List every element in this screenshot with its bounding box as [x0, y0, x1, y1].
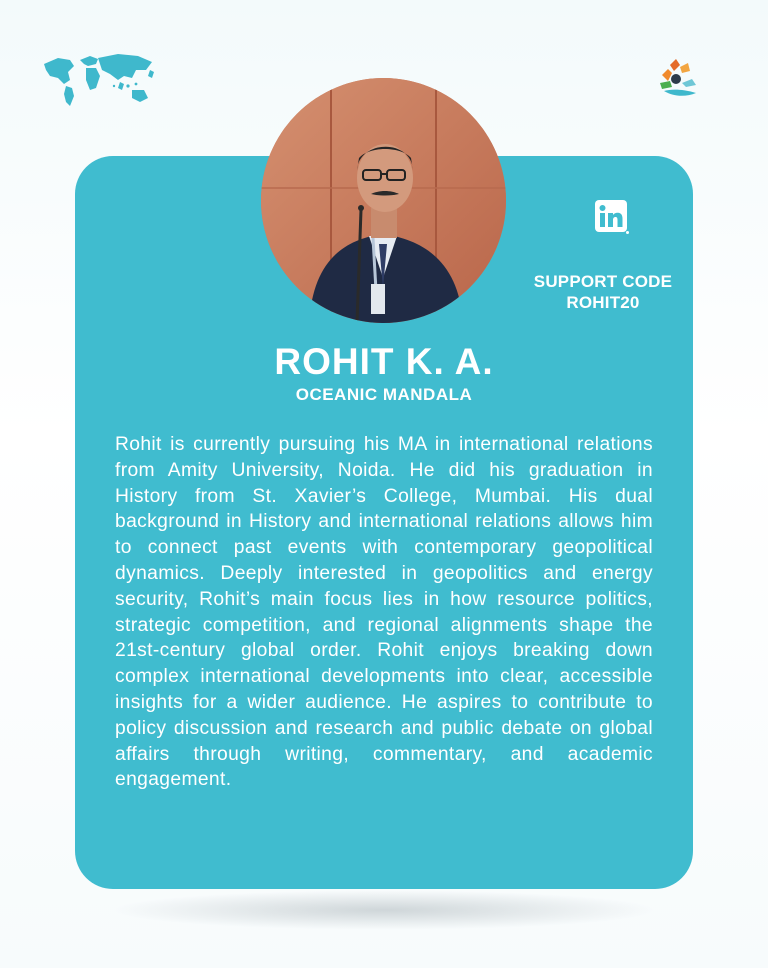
profile-photo: [261, 78, 506, 323]
brand-logo-icon: [652, 55, 702, 103]
card-shadow: [110, 890, 658, 930]
world-map-icon: [40, 50, 160, 112]
linkedin-icon[interactable]: [594, 199, 630, 235]
profile-affiliation: OCEANIC MANDALA: [295, 385, 473, 404]
profile-bio: Rohit is currently pursuing his MA in international relations from Amity University, Noida. He did his graduation in History from St. Xavier’s College, Mumbai. His dual background in History and international relations allows him to connect past events with contemporary geopolitical dynamics. Deeply interested in geopolitics and energy security, Rohit’s main focus lies in how resource politics, strategic competition, and regional alignments shape the 21st-century global order. Rohit enjoys breaking down complex international developments into clear, accessible insights for a wider audience. He aspires to contribute to policy discussion and research and public debate on global affairs through writing, commentary, and academic engagement.: [115, 434, 653, 791]
support-code-value: ROHIT20: [566, 293, 640, 312]
support-code-label: SUPPORT CODE: [533, 272, 673, 291]
support-code-block: [520, 271, 686, 313]
profile-name: ROHIT K. A.: [274, 341, 494, 382]
